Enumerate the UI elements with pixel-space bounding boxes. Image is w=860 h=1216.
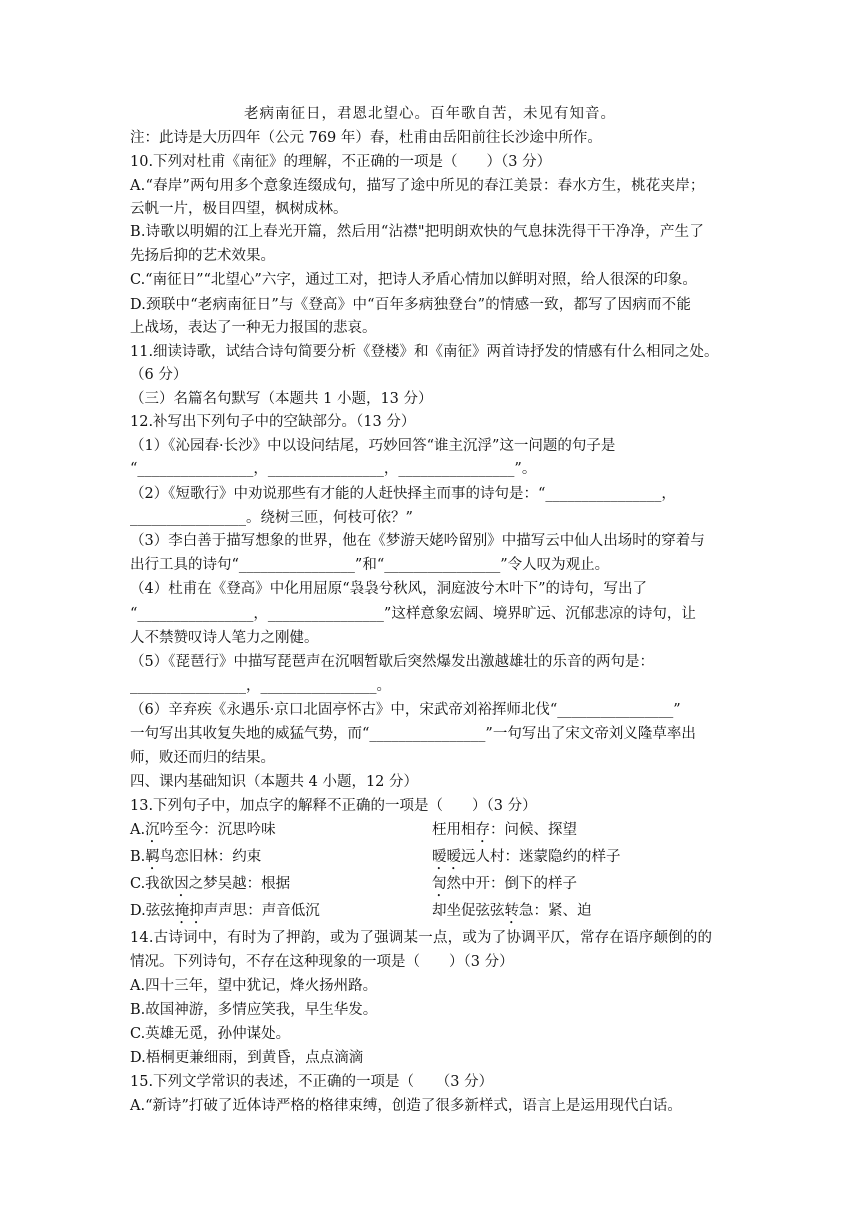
- q10-option-d-line1: D.颈联中“老病南征日”与《登高》中“百年多病独登台”的情感一致，都写了因病而不能: [130, 297, 692, 313]
- q13-option-b-right: 暧暧远人村：迷蒙隐约的样子: [432, 849, 621, 865]
- q11-line2: （6 分）: [130, 367, 188, 383]
- q12-part1-line2: “________________，________________，________________”。: [130, 461, 537, 477]
- q12-part5-line1: （5）《琵琶行》中描写琵琶声在沉咽暂歇后突然爆发出激越雄壮的乐音的两句是：: [130, 654, 654, 670]
- q12-stem: 12.补写出下列句子中的空缺部分。（13 分）: [130, 414, 416, 430]
- q10-option-b-line2: 先扬后抑的艺术效果。: [130, 248, 275, 264]
- q14-option-b: B.故国神游，多情应笑我，早生华发。: [130, 1002, 378, 1018]
- poem-line: 老病南征日，君恩北望心。百年歌自苦，未见有知音。: [244, 106, 616, 122]
- q10-option-b-line1: B.诗歌以明媚的江上春光开篇，然后用“沾襟"把明朗欢快的气息抹洗得干干净净，产生了: [130, 224, 705, 240]
- q15-stem: 15.下列文学常识的表述，不正确的一项是（ （3 分）: [130, 1074, 494, 1090]
- q14-option-c: C.英雄无觅，孙仲谋处。: [130, 1026, 291, 1042]
- q13-option-a-left: A.沉吟至今：沉思吟味: [130, 822, 276, 838]
- q12-part2-line2: ________________。绕树三匝，何枝可依？”: [130, 510, 413, 526]
- q13-stem: 13.下列句子中，加点字的解释不正确的一项是（ ）（3 分）: [130, 798, 537, 814]
- q12-part4-line3: 人不禁赞叹诗人笔力之刚健。: [130, 630, 319, 646]
- q15-option-a: A.“新诗”打破了近体诗严格的格律束缚，创造了很多新样式，语言上是运用现代白话。: [130, 1098, 682, 1114]
- q12-part4-line1: （4）杜甫在《登高》中化用屈原“袅袅兮秋风，洞庭波兮木叶下”的诗句，写出了: [130, 581, 648, 597]
- q14-line1: 14.古诗词中，有时为了押韵，或为了强调某一点，或为了协调平仄，常存在语序颠倒的的: [130, 930, 713, 946]
- q13-option-d-left: D.弦弦掩抑声声思：声音低沉: [130, 903, 320, 919]
- q13-option-c-right: 訇然中开：倒下的样子: [432, 876, 577, 892]
- q12-part1-line1: （1）《沁园春·长沙》中以设问结尾，巧妙回答“谁主沉浮”这一问题的句子是: [130, 438, 616, 454]
- q12-part6-line1: （6）辛弃疾《永遇乐·京口北固亭怀古》中，宋武帝刘裕挥师北伐“________________”: [130, 702, 681, 718]
- q14-option-a: A.四十三年，望中犹记，烽火扬州路。: [130, 978, 378, 994]
- q12-part2-line1: （2）《短歌行》中劝说那些有才能的人赶快择主而事的诗句是：“________________，: [130, 486, 676, 502]
- q14-line2: 情况。下列诗句，不存在这种现象的一项是（ ）（3 分）: [130, 954, 514, 970]
- q10-option-a-line2: 云帆一片，极目四望，枫树成林。: [130, 201, 348, 217]
- q12-part6-line2: 一句写出其收复失地的威猛气势，而“________________”一句写出了宋文帝刘义隆草率出: [130, 726, 696, 742]
- q13-option-a-right: 枉用相存：问候、探望: [432, 822, 577, 838]
- section-4-heading: 四、课内基础知识（本题共 4 小题，12 分）: [130, 774, 419, 790]
- q12-part4-line2: “________________，________________”这样意象宏阔、境界旷远、沉郁悲凉的诗句，让: [130, 606, 696, 622]
- q10-stem: 10.下列对杜甫《南征》的理解，不正确的一项是（ ）（3 分）: [130, 154, 552, 170]
- q11-line1: 11.细读诗歌，试结合诗句简要分析《登楼》和《南征》两首诗抒发的情感有什么相同之处。: [130, 344, 719, 360]
- poem-note: 注：此诗是大历四年（公元 769 年）春，杜甫由岳阳前往长沙途中所作。: [130, 130, 602, 146]
- q13-option-d-right: 却坐促弦弦转急：紧、迫: [432, 903, 592, 919]
- q12-part3-line2: 出行工具的诗句“________________”和“________________”令人叹为观止。: [130, 557, 610, 573]
- q10-option-d-line2: 上战场，表达了一种无力报国的悲哀。: [130, 320, 377, 336]
- q12-part3-line1: （3）李白善于描写想象的世界，他在《梦游天姥吟留别》中描写云中仙人出场时的穿着与: [130, 533, 705, 549]
- q13-option-b-left: B.羁鸟恋旧林：约束: [130, 849, 262, 865]
- q13-option-c-left: C.我欲因之梦吴越：根据: [130, 876, 291, 892]
- q10-option-c: C.“南征日”“北望心”六字，通过工对，把诗人矛盾心情加以鲜明对照，给人很深的印象。: [130, 272, 697, 288]
- section-3-heading: （三）名篇名句默写（本题共 1 小题，13 分）: [130, 391, 433, 407]
- q12-part5-line2: ________________，________________。: [130, 678, 391, 694]
- q14-option-d: D.梧桐更兼细雨，到黄昏，点点滴滴: [130, 1050, 364, 1066]
- q12-part6-line3: 师，败还而归的结果。: [130, 750, 275, 766]
- q10-option-a-line1: A.“春岸”两句用多个意象连缀成句，描写了途中所见的春江美景：春水方生，桃花夹岸；: [130, 178, 705, 194]
